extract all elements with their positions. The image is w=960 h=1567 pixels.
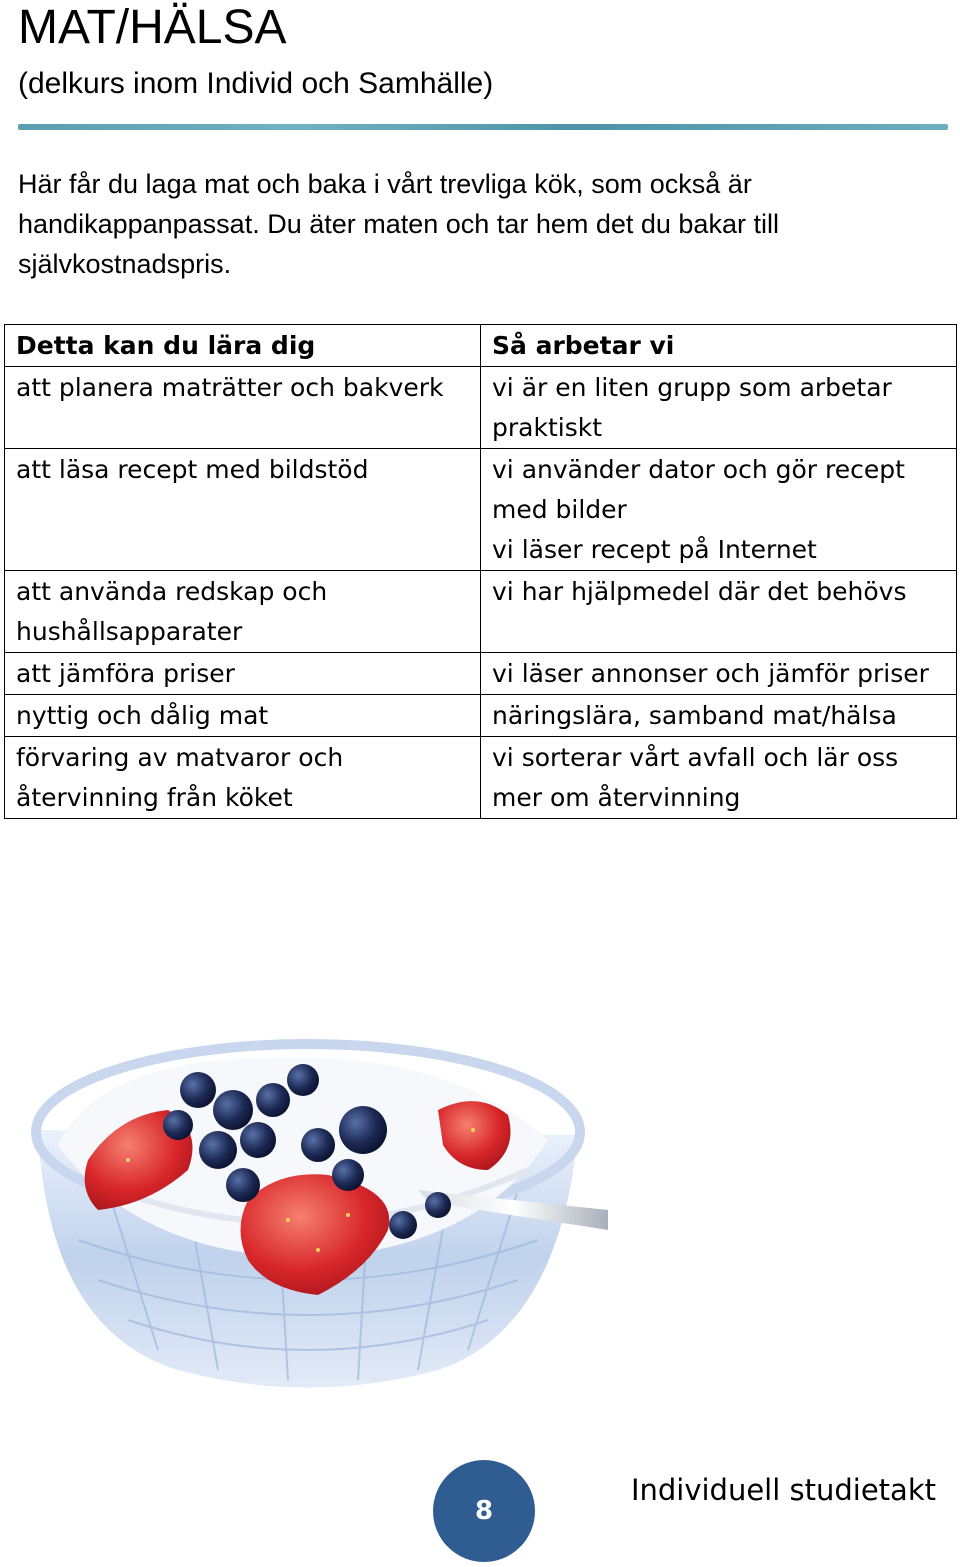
footer-label: Individuell studietakt	[630, 1473, 936, 1507]
table-row	[5, 449, 957, 571]
table-row	[5, 367, 957, 449]
table-cell: förvaring av matvaror och återvinning från köket	[5, 737, 481, 819]
table-row	[5, 695, 957, 737]
table-cell: vi är en liten grupp som arbetar praktiskt	[481, 367, 957, 449]
table-header-row	[5, 325, 957, 367]
table-cell: att planera maträtter och bakverk	[5, 367, 481, 449]
table-cell: vi använder dator och gör recept med bilder vi läser recept på Internet	[481, 449, 957, 571]
table-row	[5, 571, 957, 653]
page-number-badge: 8	[433, 1460, 535, 1562]
table-cell: att jämföra priser	[5, 653, 481, 695]
table-cell: vi har hjälpmedel där det behövs	[481, 571, 957, 653]
yogurt-bowl-photo	[18, 1020, 608, 1390]
page-subtitle: (delkurs inom Individ och Samhälle)	[18, 67, 494, 100]
table-cell: vi sorterar vårt avfall och lär oss mer om återvinning	[481, 737, 957, 819]
header-divider	[18, 124, 948, 130]
table-cell: nyttig och dålig mat	[5, 695, 481, 737]
intro-paragraph: Här får du laga mat och baka i vårt trevliga kök, som också är handikappanpassat. Du äter maten och tar hem det du bakar till självkostnadspris.	[18, 169, 779, 279]
column-header-work: Så arbetar vi	[481, 325, 957, 367]
table-cell: att läsa recept med bildstöd	[5, 449, 481, 571]
column-header-learn: Detta kan du lära dig	[5, 325, 481, 367]
table-cell: att använda redskap och hushållsapparater	[5, 571, 481, 653]
table-row	[5, 737, 957, 819]
course-table	[4, 324, 957, 819]
table-cell: näringslära, samband mat/hälsa	[481, 695, 957, 737]
table-row	[5, 653, 957, 695]
page-title: MAT/HÄLSA	[18, 1, 287, 54]
table-cell: vi läser annonser och jämför priser	[481, 653, 957, 695]
